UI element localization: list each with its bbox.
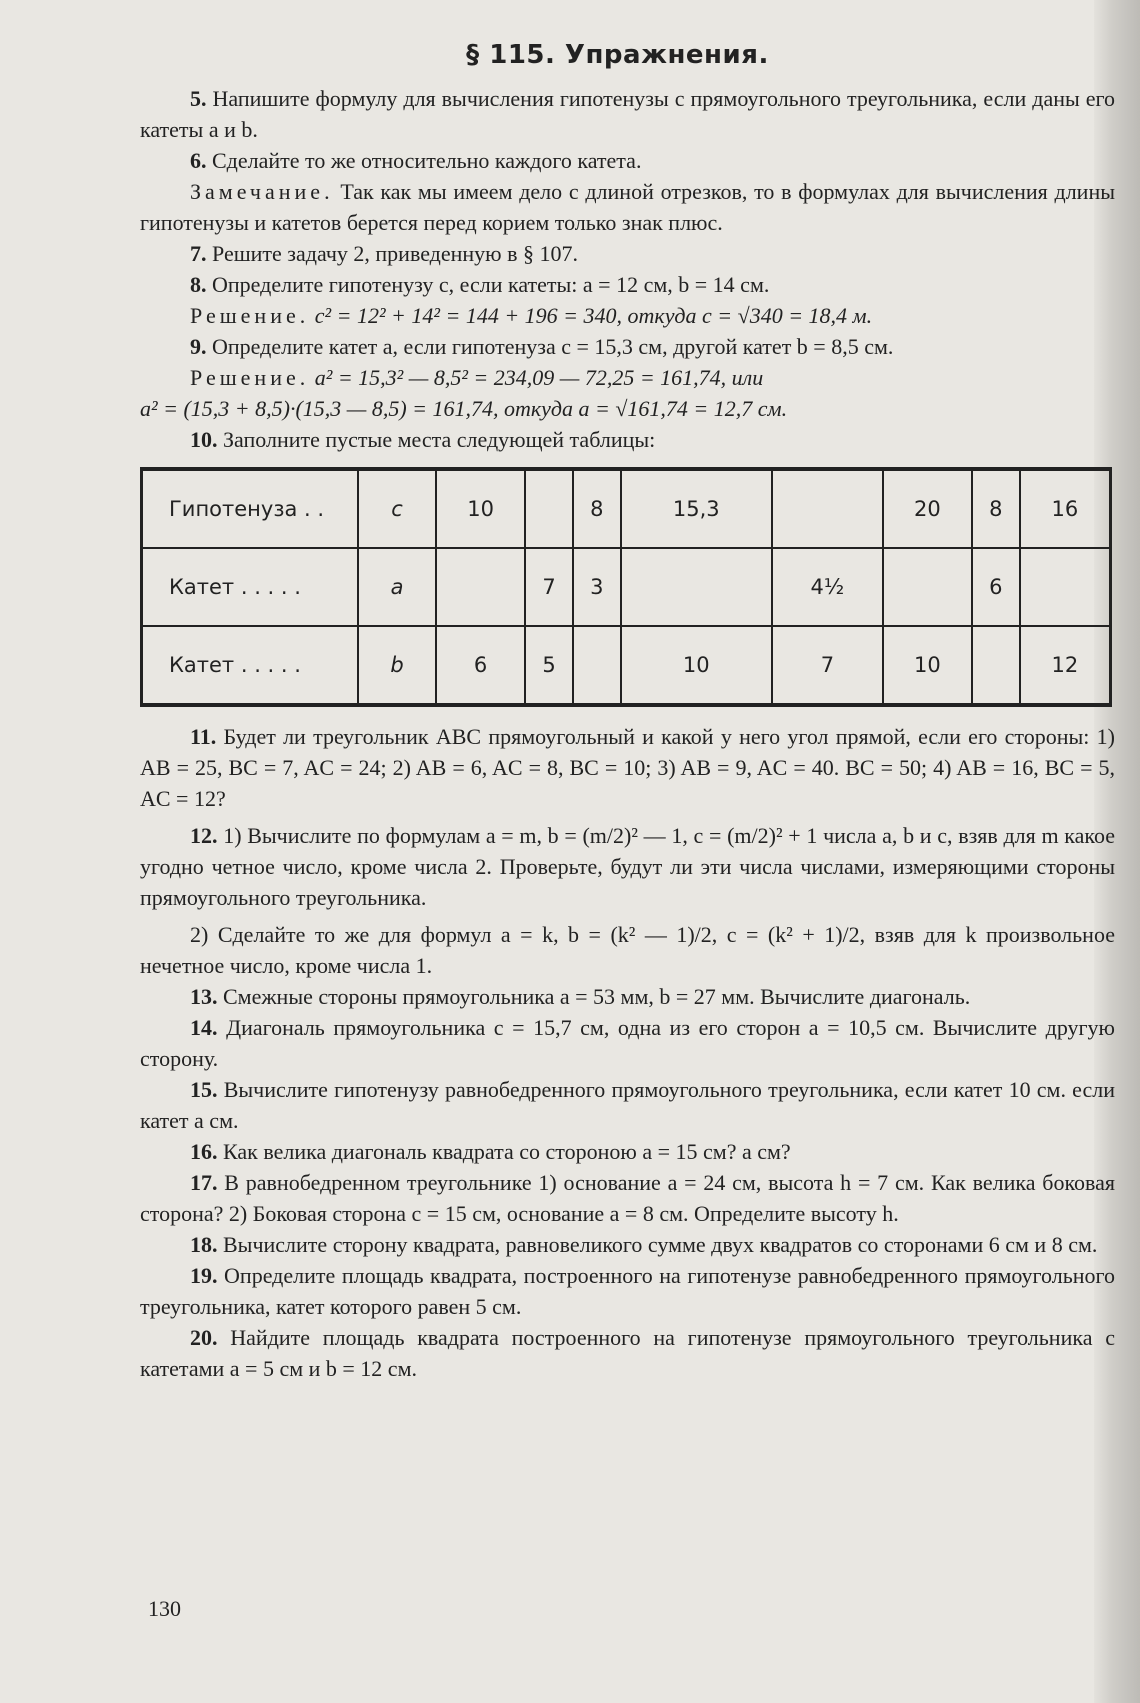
table-cell bbox=[972, 626, 1020, 705]
exercise-20: 20. Найдите площадь квадрата построенного на гипотенузе прямоугольного треугольника с катетами a = 5 см и b = 12 см. bbox=[140, 1325, 1115, 1381]
row-variable: a bbox=[358, 548, 436, 626]
table-cell bbox=[573, 626, 621, 705]
exercise-18: 18. Вычислите сторону квадрата, равновеликого сумме двух квадратов со сторонами 6 см и 8 см. bbox=[190, 1232, 1098, 1257]
table-cell: 10 bbox=[883, 626, 972, 705]
table-cell: 16 bbox=[1020, 469, 1111, 548]
section-title: § 115. Упражнения. bbox=[466, 40, 769, 70]
table-cell: 4½ bbox=[772, 548, 883, 626]
exercise-8: 8. Определите гипотенузу c, если катеты: a = 12 см, b = 14 см. bbox=[190, 272, 770, 297]
row-variable: b bbox=[358, 626, 436, 705]
exercise-7: 7. Решите задачу 2, приведенную в § 107. bbox=[190, 241, 579, 266]
table-cell: 7 bbox=[772, 626, 883, 705]
table-cell bbox=[436, 548, 525, 626]
exercise-17: 17. В равнобедренном треугольнике 1) основание a = 24 см, высота h = 7 см. Как велика боковая сторона? 2) Боковая сторона c = 15 см, основание a = 8 см. Определите высоту h. bbox=[140, 1170, 1116, 1226]
table-row bbox=[142, 626, 1111, 705]
row-label: Гипотенуза . . bbox=[142, 469, 359, 548]
table-cell: 15,3 bbox=[621, 469, 772, 548]
solution-9-line2: a² = (15,3 + 8,5)·(15,3 — 8,5) = 161,74, откуда a = √161,74 = 12,7 см. bbox=[140, 396, 788, 421]
exercise-15: 15. Вычислите гипотенузу равнобедренного прямоугольного треугольника, если катет 10 см. если катет a см. bbox=[140, 1077, 1115, 1133]
table-cell: 10 bbox=[436, 469, 525, 548]
exercise-14: 14. Диагональ прямоугольника c = 15,7 см, одна из его сторон a = 10,5 см. Вычислите другую сторону. bbox=[140, 1015, 1115, 1071]
table-cell bbox=[525, 469, 573, 548]
table-row bbox=[142, 469, 1111, 548]
row-variable: c bbox=[358, 469, 436, 548]
exercise-16: 16. Как велика диагональ квадрата со стороною a = 15 см? a см? bbox=[190, 1139, 791, 1164]
exercise-11: 11. Будет ли треугольник ABC прямоугольный и какой у него угол прямой, если его стороны: 1) AB = 25, BC = 7, AC = 24; 2) AB = 6, AC = 8, BC = 10; 3) AB = 9, AC = 40. BC = 50; 4) AB = 16, BC = 5, AC = 12? bbox=[140, 724, 1115, 811]
table-cell bbox=[883, 548, 972, 626]
table-cell: 20 bbox=[883, 469, 972, 548]
table-cell: 5 bbox=[525, 626, 573, 705]
table-cell: 10 bbox=[621, 626, 772, 705]
table-cell: 8 bbox=[972, 469, 1020, 548]
row-label: Катет . . . . . bbox=[142, 626, 359, 705]
remark: Замечание. Так как мы имеем дело с длиной отрезков, то в формулах для вычисления длины гипотенузы и катетов берется перед корием только знак плюс. bbox=[140, 179, 1116, 235]
table-cell bbox=[621, 548, 772, 626]
solution-8: Решение. c² = 12² + 14² = 144 + 196 = 340, откуда c = √340 = 18,4 м. bbox=[190, 303, 873, 328]
exercise-12: 12. 1) Вычислите по формулам a = m, b = (m/2)² — 1, c = (m/2)² + 1 числа a, b и c, взяв для m какое угодно четное число, кроме числа 2. Проверьте, будут ли эти числа числами, измеряющими стороны прямоугольного треугольника. bbox=[140, 823, 1115, 910]
exercise-12-part2: 2) Сделайте то же для формул a = k, b = (k² — 1)/2, c = (k² + 1)/2, взяв для k произвольное нечетное число, кроме числа 1. bbox=[140, 922, 1115, 978]
table-cell bbox=[1020, 548, 1111, 626]
table-cell: 8 bbox=[573, 469, 621, 548]
table-cell: 3 bbox=[573, 548, 621, 626]
page-content bbox=[140, 40, 1115, 1384]
table-cell: 6 bbox=[972, 548, 1020, 626]
exercise-6: 6. Сделайте то же относительно каждого катета. bbox=[190, 148, 642, 173]
row-label: Катет . . . . . bbox=[142, 548, 359, 626]
table-row bbox=[142, 548, 1111, 626]
exercise-19: 19. Определите площадь квадрата, построенного на гипотенузе равнобедренного прямоугольного треугольника, катет которого равен 5 см. bbox=[140, 1263, 1115, 1319]
exercise-9: 9. Определите катет a, если гипотенуза c = 15,3 см, другой катет b = 8,5 см. bbox=[190, 334, 894, 359]
exercise-5: 5. Напишите формулу для вычисления гипотенузы c прямоугольного треугольника, если даны его катеты a и b. bbox=[140, 86, 1116, 142]
exercise-10: 10. Заполните пустые места следующей таблицы: bbox=[190, 427, 656, 452]
table-cell: 7 bbox=[525, 548, 573, 626]
table-cell bbox=[772, 469, 883, 548]
exercise-13: 13. Смежные стороны прямоугольника a = 53 мм, b = 27 мм. Вычислите диагональ. bbox=[190, 984, 971, 1009]
fill-in-table bbox=[140, 467, 1112, 707]
solution-9: Решение. a² = 15,3² — 8,5² = 234,09 — 72,25 = 161,74, или bbox=[190, 365, 764, 390]
table-cell: 6 bbox=[436, 626, 525, 705]
page-number: 130 bbox=[148, 1596, 181, 1621]
table-cell: 12 bbox=[1020, 626, 1111, 705]
